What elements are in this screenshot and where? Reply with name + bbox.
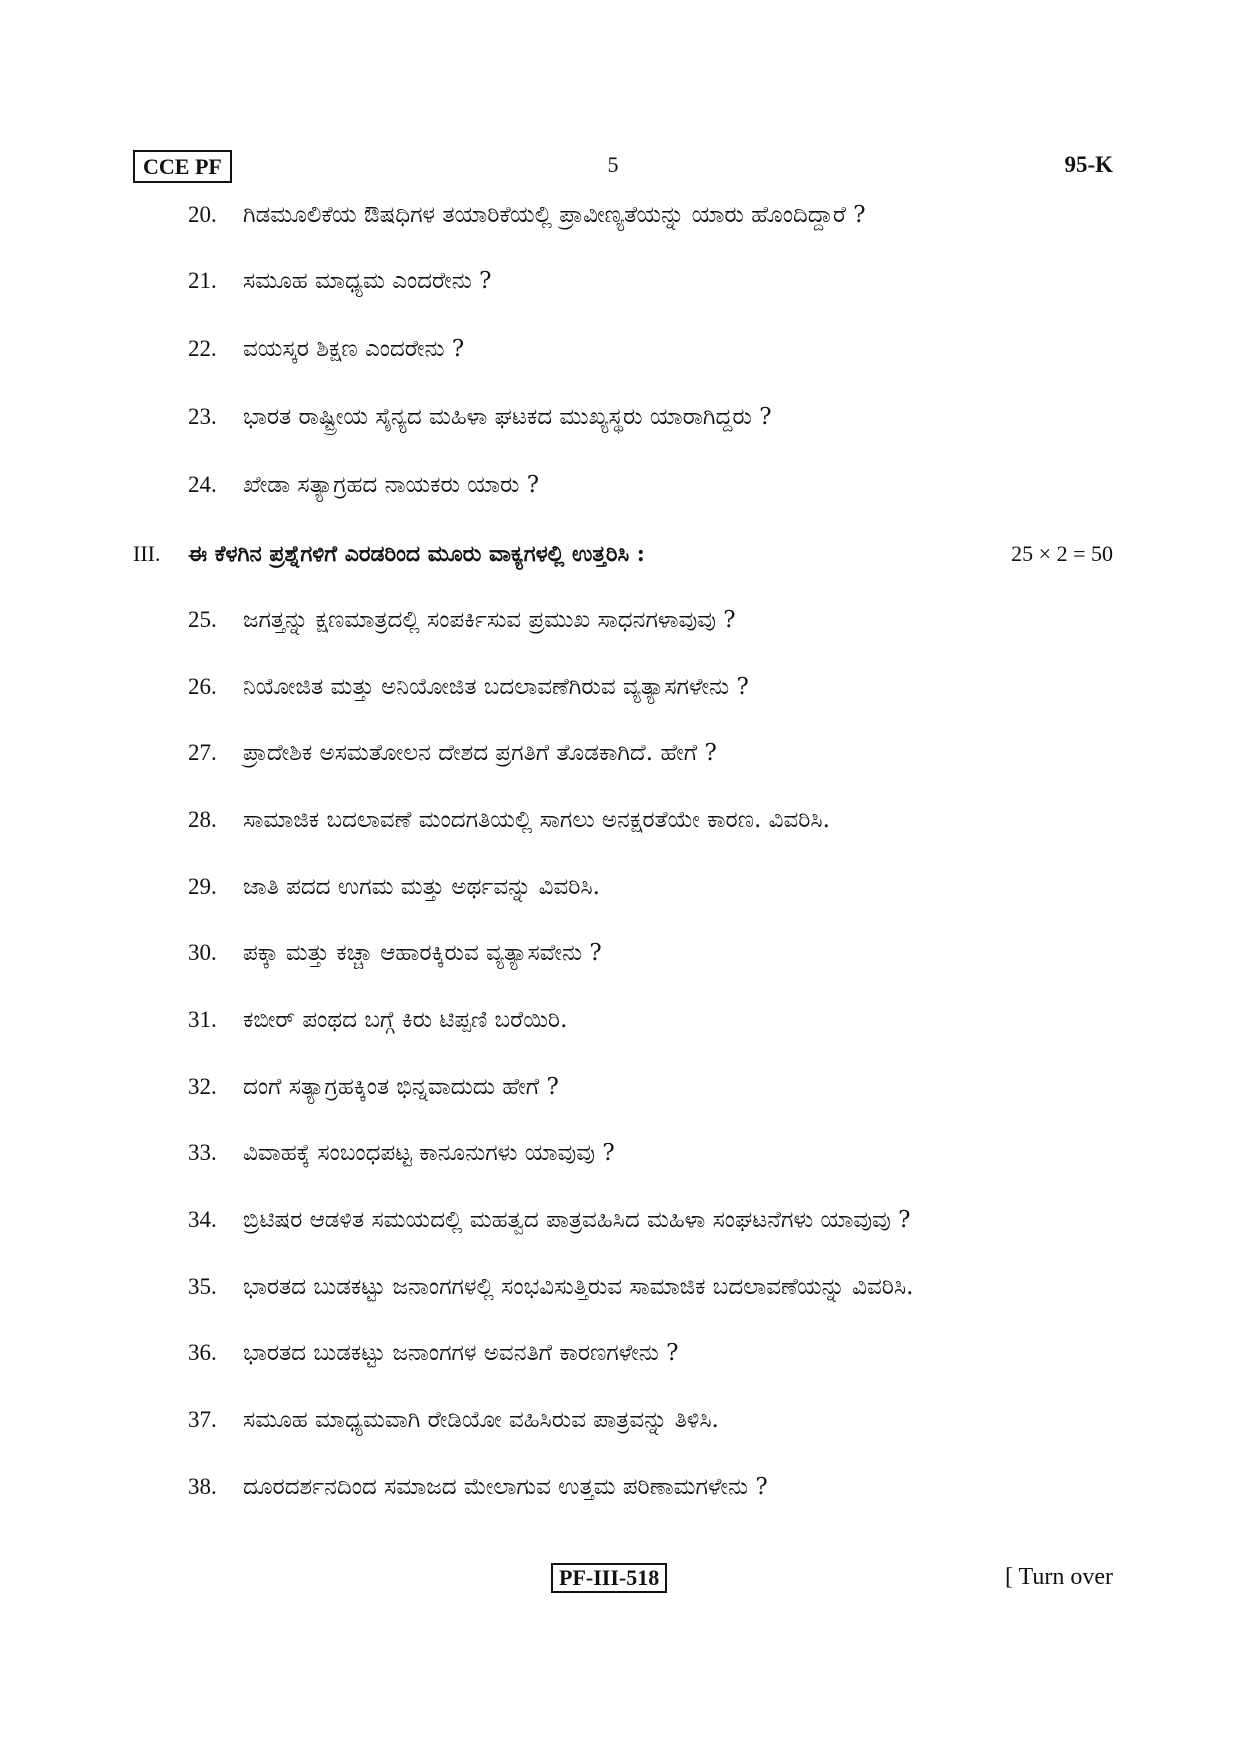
question-number: 35. [188, 1274, 217, 1299]
question-text: ವಯಸ್ಕರ ಶಿಕ್ಷಣ ಎಂದರೇನು ? [243, 336, 465, 362]
question-text: ಪಕ್ಕಾ ಮತ್ತು ಕಚ್ಚಾ ಆಹಾರಕ್ಕಿರುವ ವ್ಯತ್ಯಾಸವೇನು ? [243, 940, 602, 966]
section-iii-heading [133, 539, 1113, 573]
question-27 [188, 738, 717, 768]
question-number: 30. [188, 940, 217, 965]
question-text: ಜಾತಿ ಪದದ ಉಗಮ ಮತ್ತು ಅರ್ಥವನ್ನು ವಿವರಿಸಿ. [243, 874, 600, 900]
question-number: 26. [188, 674, 217, 699]
question-number: 31. [188, 1007, 217, 1032]
question-31 [188, 1005, 567, 1035]
section-instruction: ಈ ಕೆಳಗಿನ ಪ್ರಶ್ನೆಗಳಿಗೆ ಎರಡರಿಂದ ಮೂರು ವಾಕ್ಯಗಳಲ್ಲಿ ಉತ್ತರಿಸಿ : [188, 541, 645, 567]
question-number: 32. [188, 1074, 217, 1099]
page-footer [133, 1563, 1113, 1597]
paper-code: 95-K [1064, 152, 1113, 177]
question-text: ಭಾರತ ರಾಷ್ಟ್ರೀಯ ಸೈನ್ಯದ ಮಹಿಳಾ ಘಟಕದ ಮುಖ್ಯಸ್ಥರು ಯಾರಾಗಿದ್ದರು ? [243, 404, 772, 430]
question-number: 22. [188, 336, 217, 361]
section-marks: 25 × 2 = 50 [1011, 541, 1113, 566]
question-25 [188, 605, 736, 635]
question-28 [188, 805, 830, 835]
question-number: 36. [188, 1340, 217, 1365]
question-number: 28. [188, 807, 217, 832]
footer-code-box: PF-III-518 [551, 1563, 667, 1593]
question-text: ಜಗತ್ತನ್ನು ಕ್ಷಣಮಾತ್ರದಲ್ಲಿ ಸಂಪರ್ಕಿಸುವ ಪ್ರಮುಖ ಸಾಧನಗಳಾವುವು ? [243, 607, 736, 633]
question-29 [188, 872, 600, 902]
exam-code-box: CCE PF [133, 150, 232, 183]
question-text: ಖೇಡಾ ಸತ್ಯಾಗ್ರಹದ ನಾಯಕರು ಯಾರು ? [243, 472, 540, 498]
question-text: ಭಾರತದ ಬುಡಕಟ್ಟು ಜನಾಂಗಗಳಲ್ಲಿ ಸಂಭವಿಸುತ್ತಿರುವ ಸಾಮಾಜಿಕ ಬದಲಾವಣೆಯನ್ನು ವಿವರಿಸಿ. [243, 1274, 914, 1300]
turn-over-note: [ Turn over [1004, 1564, 1113, 1590]
question-text: ಸಮೂಹ ಮಾಧ್ಯಮ ಎಂದರೇನು ? [243, 268, 492, 294]
question-24 [188, 470, 539, 500]
section-roman-numeral: III. [133, 541, 161, 566]
page-header [133, 150, 1113, 184]
question-text: ಭಾರತದ ಬುಡಕಟ್ಟು ಜನಾಂಗಗಳ ಅವನತಿಗೆ ಕಾರಣಗಳೇನು ? [243, 1340, 679, 1366]
page-number: 5 [607, 152, 619, 177]
question-text: ದಂಗೆ ಸತ್ಯಾಗ್ರಹಕ್ಕಿಂತ ಭಿನ್ನವಾದುದು ಹೇಗೆ ? [243, 1074, 559, 1100]
question-text: ಬ್ರಿಟಿಷರ ಆಡಳಿತ ಸಮಯದಲ್ಲಿ ಮಹತ್ವದ ಪಾತ್ರವಹಿಸಿದ ಮಹಿಳಾ ಸಂಘಟನೆಗಳು ಯಾವುವು ? [243, 1207, 911, 1233]
question-number: 34. [188, 1207, 217, 1232]
question-text: ಸಮೂಹ ಮಾಧ್ಯಮವಾಗಿ ರೇಡಿಯೋ ವಹಿಸಿರುವ ಪಾತ್ರವನ್ನು ತಿಳಿಸಿ. [243, 1407, 719, 1433]
question-text: ಗಿಡಮೂಲಿಕೆಯ ಔಷಧಿಗಳ ತಯಾರಿಕೆಯಲ್ಲಿ ಪ್ರಾವೀಣ್ಯತೆಯನ್ನು ಯಾರು ಹೊಂದಿದ್ದಾರೆ ? [243, 202, 866, 228]
question-number: 37. [188, 1407, 217, 1432]
question-37 [188, 1405, 719, 1435]
question-number: 23. [188, 404, 217, 429]
question-34 [188, 1205, 910, 1235]
question-number: 20. [188, 202, 217, 227]
question-36 [188, 1338, 679, 1368]
question-35 [188, 1272, 913, 1302]
question-text: ದೂರದರ್ಶನದಿಂದ ಸಮಾಜದ ಮೇಲಾಗುವ ಉತ್ತಮ ಪರಿಣಾಮಗಳೇನು ? [243, 1474, 768, 1500]
question-number: 29. [188, 874, 217, 899]
question-text: ಪ್ರಾದೇಶಿಕ ಅಸಮತೋಲನ ದೇಶದ ಪ್ರಗತಿಗೆ ತೊಡಕಾಗಿದೆ. ಹೇಗೆ ? [243, 740, 717, 766]
question-number: 27. [188, 740, 217, 765]
question-21 [188, 266, 492, 296]
question-text: ಸಾಮಾಜಿಕ ಬದಲಾವಣೆ ಮಂದಗತಿಯಲ್ಲಿ ಸಾಗಲು ಅನಕ್ಷರತೆಯೇ ಕಾರಣ. ವಿವರಿಸಿ. [243, 807, 830, 833]
question-text: ವಿವಾಹಕ್ಕೆ ಸಂಬಂಧಪಟ್ಟ ಕಾನೂನುಗಳು ಯಾವುವು ? [243, 1140, 615, 1166]
question-30 [188, 938, 602, 968]
question-33 [188, 1138, 615, 1168]
question-20 [188, 200, 866, 230]
question-number: 33. [188, 1140, 217, 1165]
question-text: ನಿಯೋಜಿತ ಮತ್ತು ಅನಿಯೋಜಿತ ಬದಲಾವಣೆಗಿರುವ ವ್ಯತ್ಯಾಸಗಳೇನು ? [243, 674, 749, 700]
question-32 [188, 1072, 559, 1102]
question-text: ಕಬೀರ್ ಪಂಥದ ಬಗ್ಗೆ ಕಿರು ಟಿಪ್ಪಣಿ ಬರೆಯಿರಿ. [243, 1007, 568, 1033]
question-23 [188, 402, 772, 432]
question-number: 38. [188, 1474, 217, 1499]
question-number: 21. [188, 268, 217, 293]
question-number: 24. [188, 472, 217, 497]
question-38 [188, 1472, 768, 1502]
question-number: 25. [188, 607, 217, 632]
question-26 [188, 672, 749, 702]
question-22 [188, 334, 464, 364]
